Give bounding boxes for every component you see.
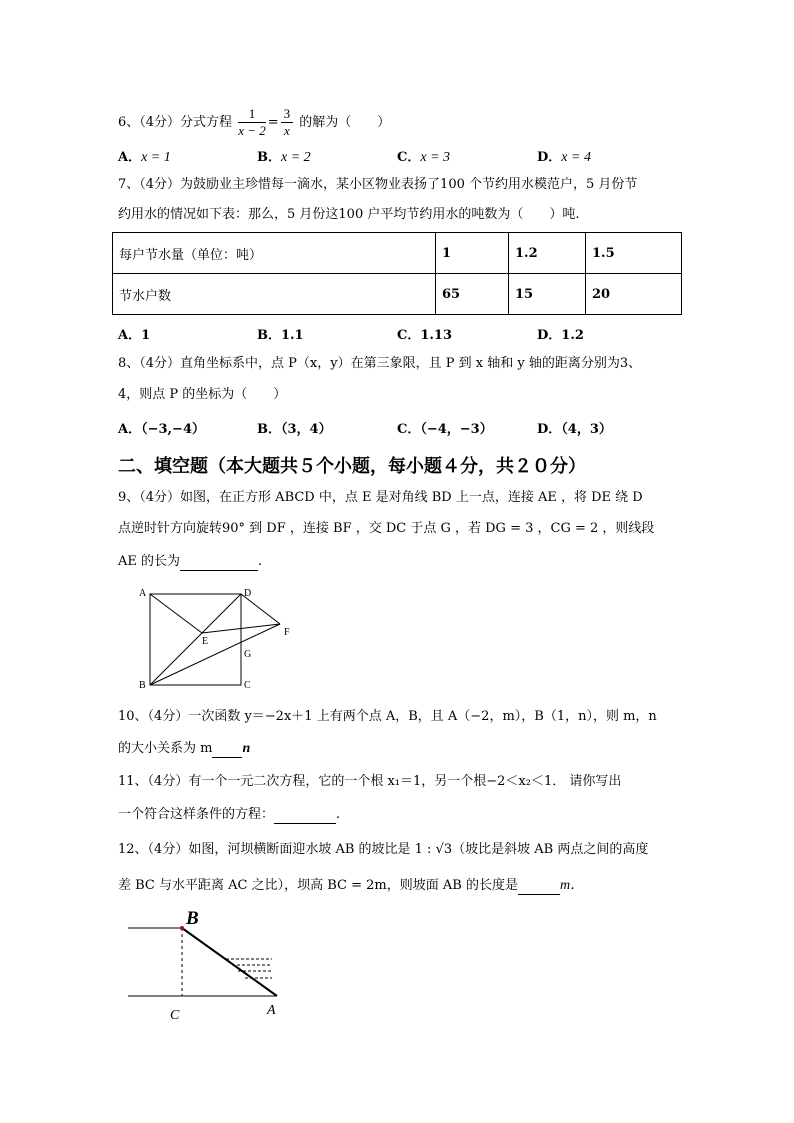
q9-line2: 点逆时针方向旋转90° 到 DF ，连接 BF ，交 DC 于点 G ，若 DG = 3 ，CG = 2 ，则线段	[118, 521, 655, 536]
q6-fraction-left: $\frac{1}{x - 2}$	[238, 106, 266, 138]
q8-option-c[interactable]: C．（−4，−3）	[397, 422, 493, 437]
q8-line2: 4，则点 P 的坐标为（ ）	[118, 387, 287, 402]
q6-suffix: 的解为（ ）	[299, 115, 391, 130]
q7-option-c[interactable]: C．1.13	[397, 328, 453, 343]
table-row: 每户节水量（单位：吨） 1 1.2 1.5	[113, 233, 682, 274]
label-f: F	[284, 627, 290, 638]
q7-line2: 约用水的情况如下表：那么，5 月份这100 户平均节约用水的吨数为（ ）吨.	[118, 207, 580, 222]
segment-ae	[150, 594, 202, 633]
table-row: 节水户数 65 15 20	[113, 274, 682, 315]
q8-option-a[interactable]: A．（−3,−4）	[118, 422, 205, 437]
label-c: C	[244, 680, 251, 691]
q8-option-b[interactable]: B．（3，4）	[257, 422, 332, 437]
q7-option-a[interactable]: A．1	[118, 328, 151, 343]
label-b: B	[186, 908, 199, 929]
q9-line3: AE 的长为 .	[118, 554, 263, 569]
q12-answer-blank[interactable]	[518, 876, 560, 895]
point-b-marker	[180, 926, 184, 930]
label-e: E	[202, 636, 209, 647]
label-d: D	[244, 588, 252, 599]
q10-answer-blank[interactable]	[212, 739, 242, 758]
label-b: B	[139, 680, 146, 691]
label-c: C	[170, 1008, 180, 1023]
q10-line2: 的大小关系为 m n	[118, 741, 251, 756]
q6-option-b[interactable]: B．x = 2	[257, 150, 311, 165]
label-a: A	[139, 588, 147, 599]
section2-title: 二、填空题（本大题共５个小题，每小题４分，共２０分）	[118, 456, 586, 477]
q8-option-d[interactable]: D．（4，3）	[537, 422, 612, 437]
q11-answer-blank[interactable]	[274, 805, 336, 824]
q11-line1: 11、（4分）有一个一元二次方程，它的一个根 x₁＝1，另一个根−2＜x₂＜1． 请你写出	[118, 774, 622, 789]
q6-prefix: 6、（4分）分式方程	[118, 115, 233, 130]
segment-bf	[150, 624, 280, 685]
q6-option-a[interactable]: A．x = 1	[118, 150, 171, 165]
diagonal-bd	[150, 594, 241, 685]
q9-line1: 9、（4分）如图，在正方形 ABCD 中，点 E 是对角线 BD 上一点，连接 AE ，将 DE 绕 D	[118, 490, 643, 505]
q12-line2: 差 BC 与水平距离 AC 之比），坝高 BC = 2m，则坡面 AB 的长度是 m．	[118, 878, 585, 893]
q7-option-b[interactable]: B．1.1	[257, 328, 304, 343]
q12-line1: 12、（4分）如图，河坝横断面迎水坡 AB 的坡比是 1 : √3（坡比是斜坡 AB 两点之间的高度	[118, 842, 649, 857]
q11-line2: 一个符合这样条件的方程： .	[118, 807, 341, 822]
q6-option-d[interactable]: D．x = 4	[537, 150, 591, 165]
q8-line1: 8、（4分）直角坐标系中，点 P（x，y）在第三象限，且 P 到 x 轴和 y 轴的距离分别为3、	[118, 356, 642, 371]
q9-figure	[130, 584, 300, 694]
q6-stem: 6、（4分）分式方程 $\frac{1}{x - 2}$ = $\frac{3}{x}$ 的解为（ ）	[118, 106, 391, 138]
q10-line1: 10、（4分）一次函数 y＝−2x＋1 上有两个点 A，B，且 A（−2，m），B（1，n），则 m，n	[118, 709, 657, 724]
slope-ab	[182, 928, 277, 996]
q6-option-c[interactable]: C．x = 3	[397, 150, 451, 165]
q7-option-d[interactable]: D．1.2	[537, 328, 584, 343]
label-a: A	[267, 1003, 276, 1018]
q9-answer-blank[interactable]	[180, 552, 258, 571]
q7-line1: 7、（4分）为鼓励业主珍惜每一滴水，某小区物业表扬了100 个节约用水模范户，5 月份节	[118, 177, 638, 192]
q7-table	[112, 232, 682, 315]
q6-fraction-right: $\frac{3}{x}$	[281, 106, 294, 139]
label-g: G	[244, 649, 252, 660]
q12-figure	[122, 904, 292, 1024]
